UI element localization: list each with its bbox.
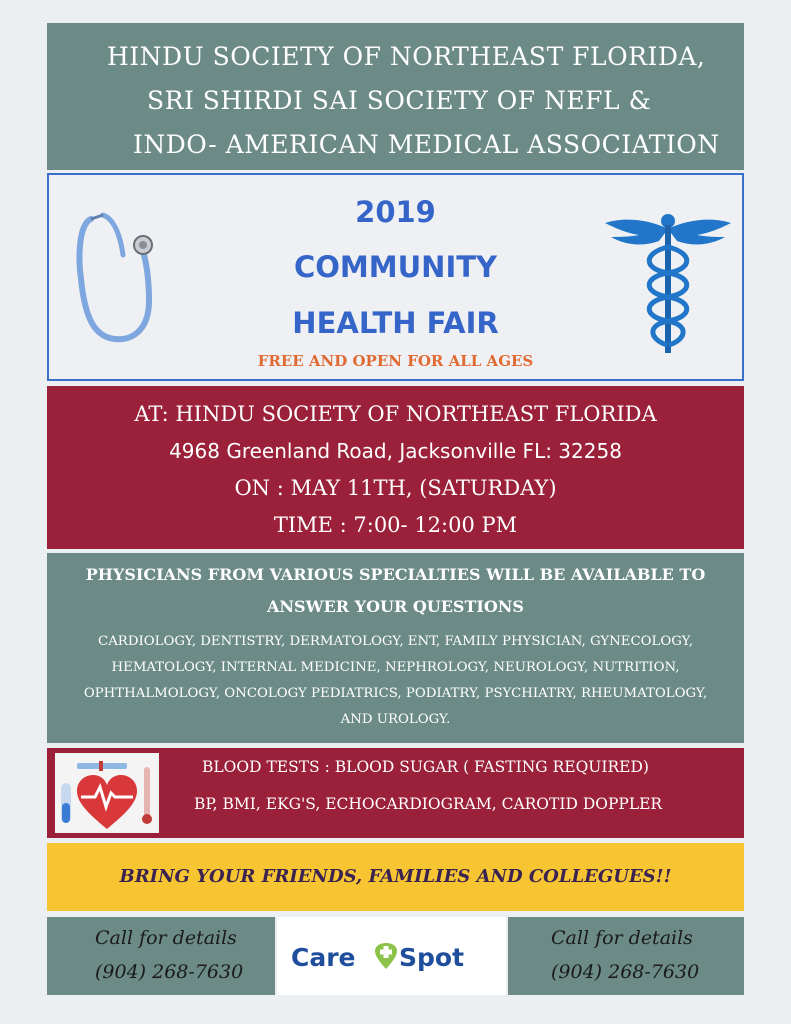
venue-address: 4968 Greenland Road, Jacksonville FL: 32258 [169,439,622,463]
event-title-line-1: COMMUNITY [293,250,498,284]
heart-health-icon [55,753,159,833]
logo-word-spot: Spot [399,943,465,972]
contact-left [47,917,275,995]
organizer-line-3: INDO- AMERICAN MEDICAL ASSOCIATION [133,130,720,159]
specialties-list: CARDIOLOGY, DENTISTRY, DERMATOLOGY, ENT, FAMILY PHYSICIAN, GYNECOLOGY, HEMATOLOGY, INTERNAL MEDICINE, NEPHROLOGY, NEUROLOGY, NUTRITION, OPHTHALMOLOGY, ONCOLOGY PEDIATRICS, PODIATRY, PSYCHIATRY, RHEUMATOLOGY, AND UROLOGY. [83,634,708,727]
logo-word-care: Care [291,943,356,972]
invite-banner [47,843,744,911]
organizer-line-1: HINDU SOCIETY OF NORTHEAST FLORIDA, [107,42,706,71]
contact-right [508,917,744,995]
contact-right-label: Call for details [551,927,693,949]
physicians-heading: PHYSICIANS FROM VARIOUS SPECIALTIES WILL BE AVAILABLE TO ANSWER YOUR QUESTIONS [85,565,706,616]
organizer-line-2: SRI SHIRDI SAI SOCIETY OF NEFL & [147,86,652,115]
tests-section [47,748,744,838]
venue-name: AT: HINDU SOCIETY OF NORTHEAST FLORIDA [134,402,657,426]
blood-tests-line: BLOOD TESTS : BLOOD SUGAR ( FASTING REQUIRED) [202,758,649,776]
event-time: TIME : 7:00- 12:00 PM [273,513,518,537]
carespot-logo [277,917,506,995]
invite-text: BRING YOUR FRIENDS, FAMILIES AND COLLEGUES!! [119,866,672,887]
contact-right-phone: (904) 268-7630 [551,961,700,983]
event-year: 2019 [355,195,436,229]
venue-details [47,386,744,549]
contact-left-phone: (904) 268-7630 [95,961,244,983]
contact-left-label: Call for details [95,927,237,949]
event-title-box [47,173,744,381]
logo-pin-icon [374,942,398,970]
event-title-line-2: HEALTH FAIR [292,306,499,340]
physicians-section [47,553,744,743]
organizers-header [47,23,744,170]
screenings-line: BP, BMI, EKG'S, ECHOCARDIOGRAM, CAROTID DOPPLER [194,795,663,813]
event-tagline: FREE AND OPEN FOR ALL AGES [257,352,534,370]
footer [47,917,744,995]
event-date: ON : MAY 11TH, (SATURDAY) [234,476,557,500]
caduceus-icon [603,207,733,357]
